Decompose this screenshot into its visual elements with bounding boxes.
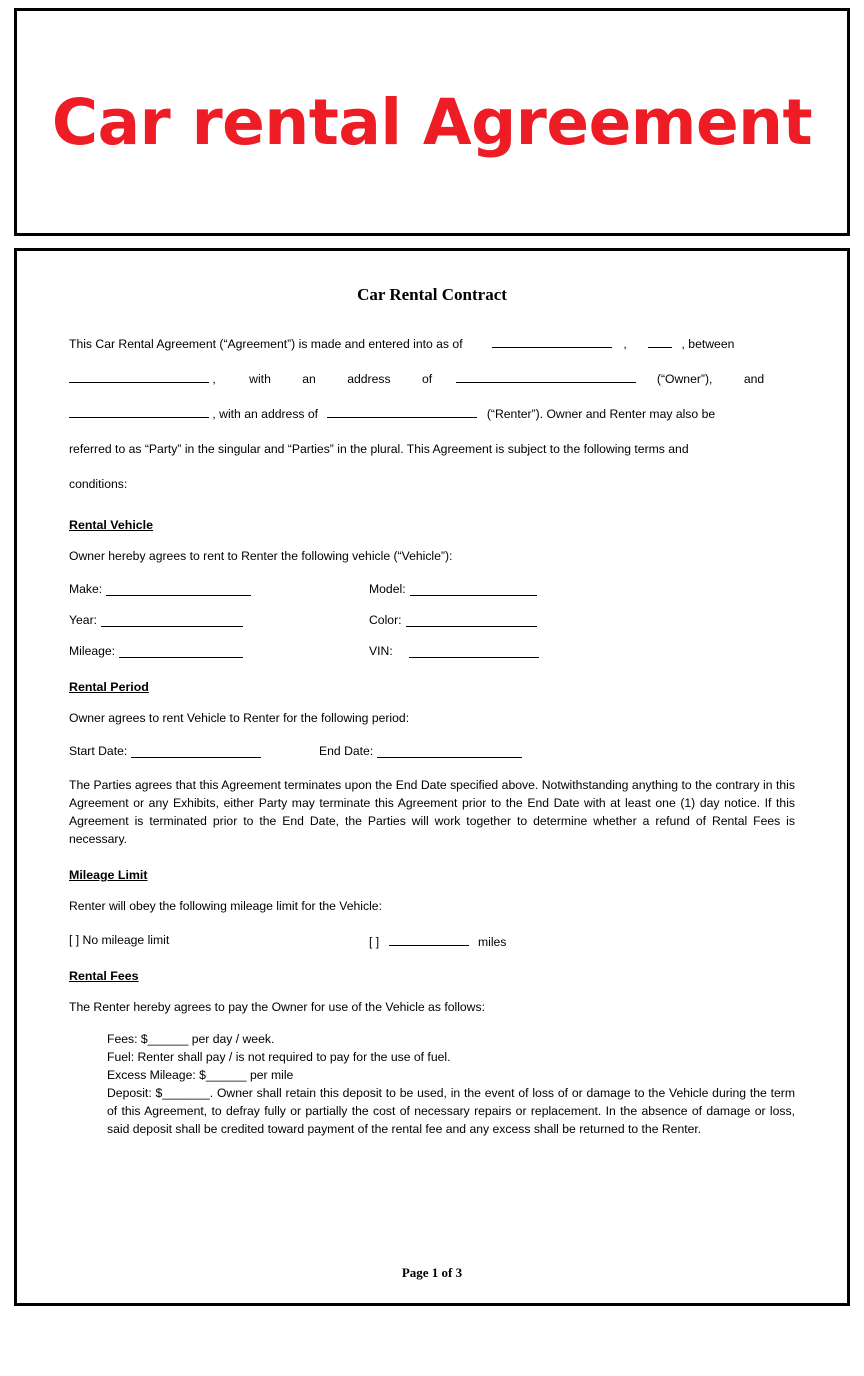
field-label-make: Make: (69, 582, 103, 596)
contract-title: Car Rental Contract (357, 285, 507, 304)
mileage-units: miles (477, 935, 507, 949)
field-blank-color[interactable] (406, 614, 537, 627)
field-vin (369, 644, 539, 658)
field-start-date (69, 744, 319, 758)
field-blank-vin[interactable] (409, 645, 539, 658)
section-heading-mileage-limit: Mileage Limit (69, 868, 148, 882)
fee-item: Deposit: $_______. Owner shall retain this deposit to be used, in the event of loss of or damage to the Vehicle during the term of this Agreement, to defray fully or partially the cost of necessary repairs or replacement. In the absence of damage or loss, said deposit shall be credited toward payment of the rental fee and any excess shall be returned to the Renter. (107, 1086, 795, 1136)
intro-comma-2: , (212, 372, 216, 386)
fee-item: Fees: $______ per day / week. (107, 1032, 275, 1046)
fee-item: Excess Mileage: $______ per mile (107, 1068, 294, 1082)
intro-line-2 (69, 362, 795, 397)
renter-address-blank (327, 405, 477, 418)
intro-comma-1: , (623, 337, 627, 351)
owner-name-blank (69, 370, 209, 383)
mileage-options-row (69, 933, 795, 949)
mileage-limit-lead: Renter will obey the following mileage limit for the Vehicle: (69, 899, 382, 913)
intro-renter-label: (“Renter”). Owner and Renter may also be (486, 407, 716, 421)
mileage-blank[interactable] (389, 933, 469, 946)
intro-line-3 (69, 397, 795, 432)
field-model (369, 582, 537, 596)
banner (14, 8, 850, 236)
field-label-mileage: Mileage: (69, 644, 116, 658)
section-heading-rental-period: Rental Period (69, 680, 149, 694)
intro-text-a: This Car Rental Agreement (“Agreement”) is made and entered into as of (69, 337, 463, 351)
fee-item: Fuel: Renter shall pay / is not required to pay for the use of fuel. (107, 1050, 451, 1064)
mileage-option-no-limit[interactable]: [ ] No mileage limit (69, 933, 170, 947)
field-blank-year[interactable] (101, 614, 243, 627)
vehicle-field-row-mileage-vin (69, 644, 795, 658)
page-footer: Page 1 of 3 (401, 1265, 463, 1280)
section-heading-rental-vehicle: Rental Vehicle (69, 518, 154, 532)
mileage-option-limited[interactable] (369, 933, 506, 949)
field-label-vin: VIN: (369, 644, 393, 658)
rental-fees-items (69, 1030, 795, 1138)
field-color (369, 613, 537, 627)
period-field-row (69, 744, 795, 758)
intro-line-5: conditions: (69, 477, 128, 491)
intro-address: address (347, 372, 391, 386)
field-end-date (319, 744, 522, 758)
rental-period-lead: Owner agrees to rent Vehicle to Renter for the following period: (69, 711, 410, 725)
intro-line-4: referred to as “Party” in the singular and “Parties” in the plural. This Agreement is subject to the following terms and (69, 442, 689, 456)
renter-name-blank (69, 405, 209, 418)
section-heading-rental-fees: Rental Fees (69, 969, 139, 983)
banner-title: Car rental Agreement (51, 85, 813, 159)
field-blank-mileage[interactable] (119, 645, 243, 658)
field-label-color: Color: (369, 613, 402, 627)
intro-and: and (743, 372, 765, 386)
field-label-year: Year: (69, 613, 98, 627)
field-label-end-date: End Date: (319, 744, 374, 758)
intro-of: of (421, 372, 433, 386)
field-blank-start-date[interactable] (131, 745, 261, 758)
vehicle-field-row-year-color (69, 613, 795, 627)
rental-vehicle-lead: Owner hereby agrees to rent to Renter the following vehicle (“Vehicle”): (69, 549, 453, 563)
field-year (69, 613, 369, 627)
field-blank-make[interactable] (106, 583, 251, 596)
owner-address-blank (456, 370, 636, 383)
contract-sheet (14, 248, 850, 1306)
vehicle-field-row-make-model (69, 582, 795, 596)
mileage-checkbox-2[interactable]: [ ] (369, 935, 380, 949)
field-mileage (69, 644, 369, 658)
intro-an: an (302, 372, 316, 386)
field-label-start-date: Start Date: (69, 744, 128, 758)
intro-line-1 (69, 327, 795, 362)
intro-owner-label: (“Owner”), (656, 372, 713, 386)
intro-blank-year (648, 335, 672, 348)
rental-fees-lead: The Renter hereby agrees to pay the Owner for use of the Vehicle as follows: (69, 1000, 485, 1014)
intro-with: with (249, 372, 271, 386)
intro-renter-address-text: , with an address of (212, 407, 319, 421)
field-make (69, 582, 369, 596)
field-blank-model[interactable] (410, 583, 537, 596)
field-label-model: Model: (369, 582, 406, 596)
intro-text-between: , between (681, 337, 735, 351)
rental-period-statement: The Parties agrees that this Agreement terminates upon the End Date specified above. Notwithstanding anything to the contrary in this Agreement or any Exhibits, either Party may terminate this Agreement prior to the End Date with at least one (1) day notice. If this Agreement is terminated prior to the End Date, the Parties will work together to determine whether a refund of Rental Fees is necessary. (69, 778, 795, 846)
intro-blank-date (492, 335, 612, 348)
field-blank-end-date[interactable] (377, 745, 522, 758)
